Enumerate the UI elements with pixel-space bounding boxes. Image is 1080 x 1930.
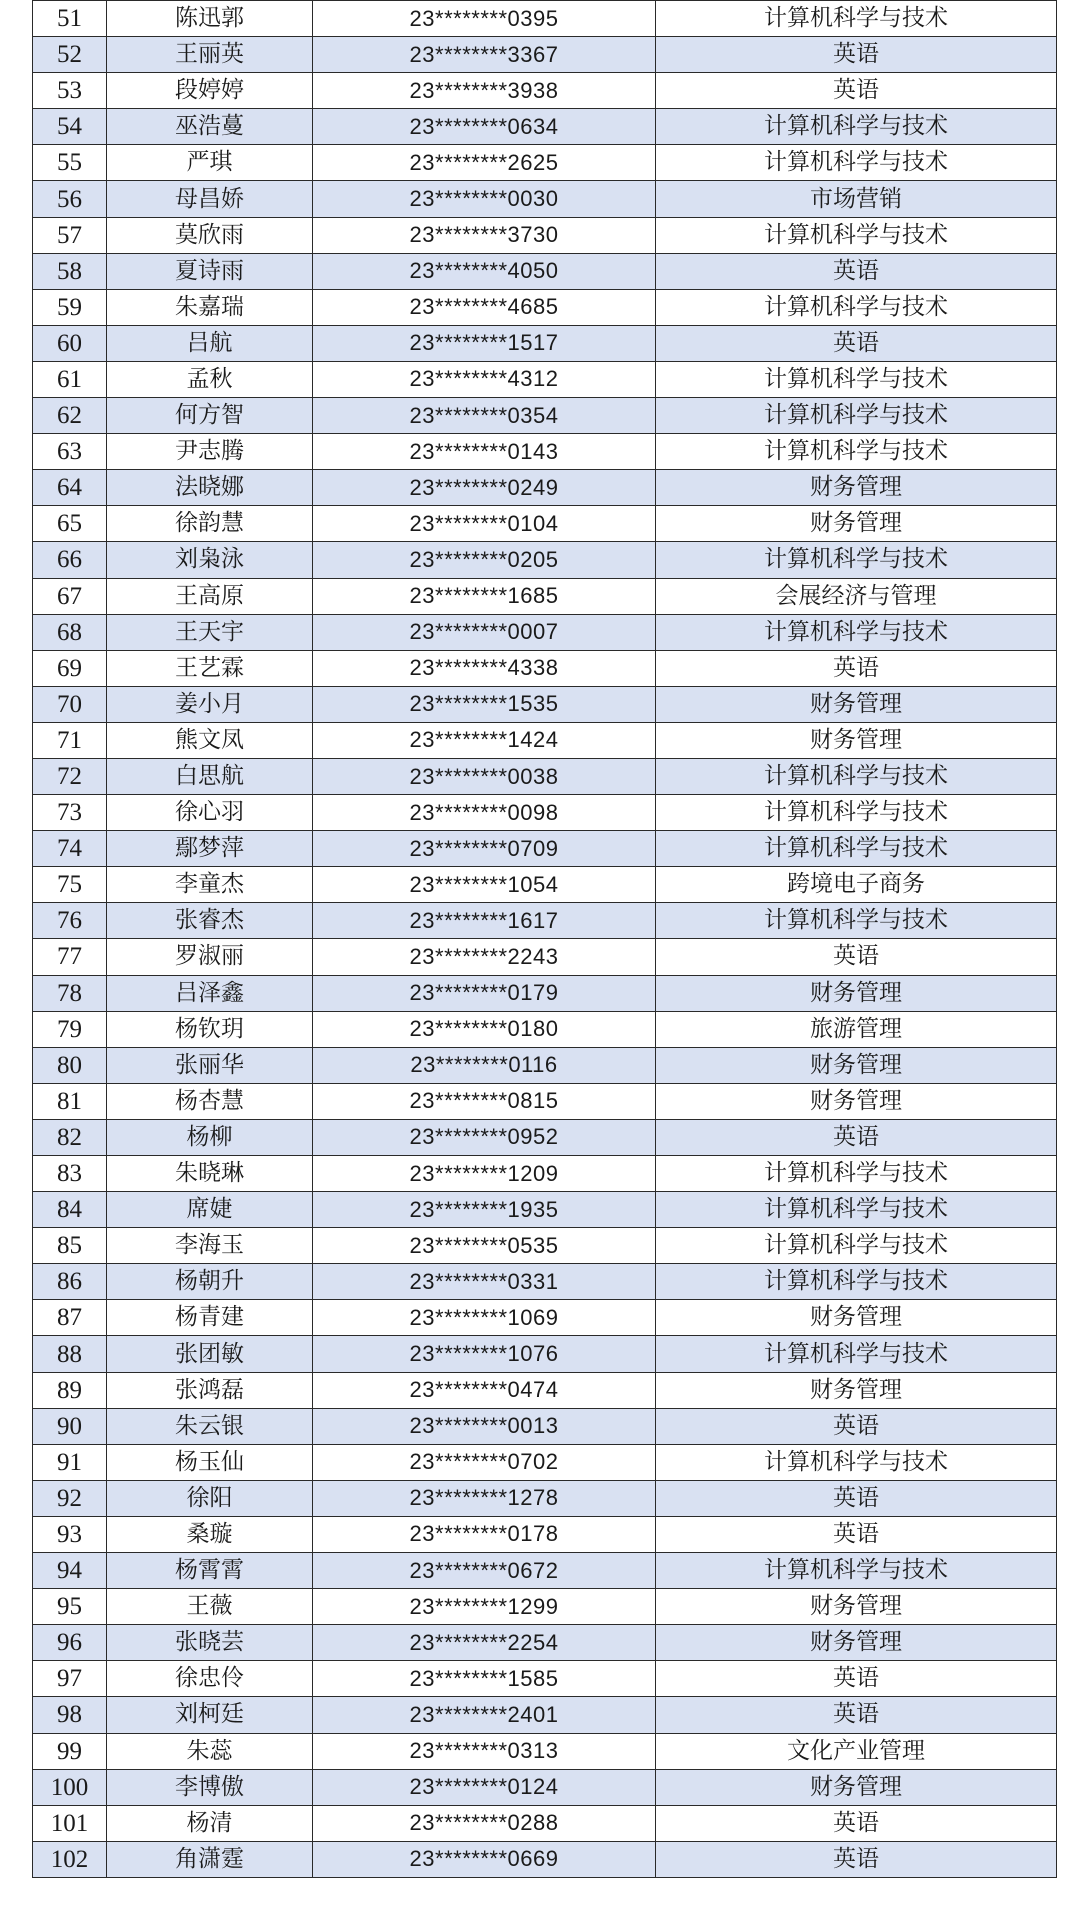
row-number-cell: 63 — [33, 434, 107, 470]
row-number-cell: 101 — [33, 1805, 107, 1841]
row-number-cell: 87 — [33, 1300, 107, 1336]
major-cell: 英语 — [656, 1805, 1057, 1841]
major-cell: 英语 — [656, 253, 1057, 289]
major-cell: 计算机科学与技术 — [656, 1444, 1057, 1480]
major-cell: 计算机科学与技术 — [656, 109, 1057, 145]
student-id-cell: 23********1278 — [313, 1480, 656, 1516]
major-cell: 财务管理 — [656, 506, 1057, 542]
student-id-cell: 23********2243 — [313, 939, 656, 975]
row-number-cell: 73 — [33, 795, 107, 831]
student-name-cell: 熊文凤 — [107, 722, 313, 758]
row-number-cell: 94 — [33, 1553, 107, 1589]
student-name-cell: 角潇霆 — [107, 1841, 313, 1877]
student-id-cell: 23********0672 — [313, 1553, 656, 1589]
student-name-cell: 杨清 — [107, 1805, 313, 1841]
row-number-cell: 99 — [33, 1733, 107, 1769]
student-name-cell: 严琪 — [107, 145, 313, 181]
student-name-cell: 桑璇 — [107, 1516, 313, 1552]
student-id-cell: 23********1424 — [313, 722, 656, 758]
major-cell: 财务管理 — [656, 1589, 1057, 1625]
major-cell: 计算机科学与技术 — [656, 1, 1057, 37]
table-row — [33, 758, 1057, 794]
table-row — [33, 361, 1057, 397]
major-cell: 计算机科学与技术 — [656, 758, 1057, 794]
row-number-cell: 51 — [33, 1, 107, 37]
student-name-cell: 尹志腾 — [107, 434, 313, 470]
major-cell: 英语 — [656, 939, 1057, 975]
row-number-cell: 65 — [33, 506, 107, 542]
student-id-cell: 23********1935 — [313, 1192, 656, 1228]
student-name-cell: 徐心羽 — [107, 795, 313, 831]
major-cell: 英语 — [656, 650, 1057, 686]
row-number-cell: 54 — [33, 109, 107, 145]
row-number-cell: 86 — [33, 1264, 107, 1300]
table-row — [33, 1336, 1057, 1372]
row-number-cell: 78 — [33, 975, 107, 1011]
table-row — [33, 470, 1057, 506]
row-number-cell: 81 — [33, 1083, 107, 1119]
student-name-cell: 何方智 — [107, 398, 313, 434]
student-id-cell: 23********0180 — [313, 1011, 656, 1047]
table-row — [33, 831, 1057, 867]
row-number-cell: 77 — [33, 939, 107, 975]
major-cell: 财务管理 — [656, 1769, 1057, 1805]
row-number-cell: 97 — [33, 1661, 107, 1697]
table-row — [33, 325, 1057, 361]
major-cell: 跨境电子商务 — [656, 867, 1057, 903]
row-number-cell: 92 — [33, 1480, 107, 1516]
student-name-cell: 杨柳 — [107, 1119, 313, 1155]
major-cell: 英语 — [656, 1516, 1057, 1552]
student-name-cell: 王薇 — [107, 1589, 313, 1625]
table-row — [33, 1733, 1057, 1769]
table-row — [33, 1444, 1057, 1480]
student-id-cell: 23********4685 — [313, 289, 656, 325]
table-row — [33, 975, 1057, 1011]
student-name-cell: 王高原 — [107, 578, 313, 614]
major-cell: 计算机科学与技术 — [656, 1192, 1057, 1228]
student-name-cell: 席婕 — [107, 1192, 313, 1228]
student-id-cell: 23********0634 — [313, 109, 656, 145]
student-id-cell: 23********0007 — [313, 614, 656, 650]
major-cell: 财务管理 — [656, 1625, 1057, 1661]
table-row — [33, 1697, 1057, 1733]
table-row — [33, 1408, 1057, 1444]
major-cell: 计算机科学与技术 — [656, 1228, 1057, 1264]
student-name-cell: 朱云银 — [107, 1408, 313, 1444]
student-name-cell: 杨钦玥 — [107, 1011, 313, 1047]
row-number-cell: 79 — [33, 1011, 107, 1047]
table-row — [33, 1047, 1057, 1083]
table-row — [33, 1083, 1057, 1119]
major-cell: 计算机科学与技术 — [656, 614, 1057, 650]
student-id-cell: 23********0116 — [313, 1047, 656, 1083]
table-row — [33, 1192, 1057, 1228]
major-cell: 英语 — [656, 73, 1057, 109]
row-number-cell: 88 — [33, 1336, 107, 1372]
row-number-cell: 74 — [33, 831, 107, 867]
student-id-cell: 23********0702 — [313, 1444, 656, 1480]
major-cell: 计算机科学与技术 — [656, 542, 1057, 578]
major-cell: 计算机科学与技术 — [656, 795, 1057, 831]
table-row — [33, 37, 1057, 73]
student-name-cell: 张团敏 — [107, 1336, 313, 1372]
student-id-cell: 23********0288 — [313, 1805, 656, 1841]
table-row — [33, 289, 1057, 325]
roster-table-body — [33, 1, 1057, 1878]
student-id-cell: 23********1585 — [313, 1661, 656, 1697]
student-name-cell: 李童杰 — [107, 867, 313, 903]
student-id-cell: 23********0354 — [313, 398, 656, 434]
table-row — [33, 1661, 1057, 1697]
row-number-cell: 64 — [33, 470, 107, 506]
student-id-cell: 23********1076 — [313, 1336, 656, 1372]
student-id-cell: 23********1617 — [313, 903, 656, 939]
student-name-cell: 朱嘉瑞 — [107, 289, 313, 325]
student-id-cell: 23********1299 — [313, 1589, 656, 1625]
row-number-cell: 68 — [33, 614, 107, 650]
row-number-cell: 71 — [33, 722, 107, 758]
major-cell: 市场营销 — [656, 181, 1057, 217]
major-cell: 英语 — [656, 1841, 1057, 1877]
student-name-cell: 张鸿磊 — [107, 1372, 313, 1408]
row-number-cell: 95 — [33, 1589, 107, 1625]
major-cell: 会展经济与管理 — [656, 578, 1057, 614]
major-cell: 英语 — [656, 1480, 1057, 1516]
student-name-cell: 徐韵慧 — [107, 506, 313, 542]
major-cell: 计算机科学与技术 — [656, 217, 1057, 253]
student-name-cell: 王艺霖 — [107, 650, 313, 686]
student-name-cell: 姜小月 — [107, 686, 313, 722]
student-name-cell: 李海玉 — [107, 1228, 313, 1264]
student-name-cell: 白思航 — [107, 758, 313, 794]
student-name-cell: 莫欣雨 — [107, 217, 313, 253]
student-id-cell: 23********1069 — [313, 1300, 656, 1336]
major-cell: 计算机科学与技术 — [656, 1264, 1057, 1300]
row-number-cell: 93 — [33, 1516, 107, 1552]
table-row — [33, 903, 1057, 939]
major-cell: 旅游管理 — [656, 1011, 1057, 1047]
row-number-cell: 102 — [33, 1841, 107, 1877]
row-number-cell: 58 — [33, 253, 107, 289]
table-row — [33, 1156, 1057, 1192]
student-name-cell: 张丽华 — [107, 1047, 313, 1083]
table-row — [33, 722, 1057, 758]
student-roster-table — [32, 0, 1057, 1878]
table-row — [33, 145, 1057, 181]
major-cell: 计算机科学与技术 — [656, 1336, 1057, 1372]
table-row — [33, 1841, 1057, 1877]
row-number-cell: 91 — [33, 1444, 107, 1480]
major-cell: 计算机科学与技术 — [656, 398, 1057, 434]
student-name-cell: 陈迅郭 — [107, 1, 313, 37]
student-id-cell: 23********0104 — [313, 506, 656, 542]
table-row — [33, 1516, 1057, 1552]
table-row — [33, 109, 1057, 145]
major-cell: 英语 — [656, 37, 1057, 73]
major-cell: 财务管理 — [656, 975, 1057, 1011]
major-cell: 英语 — [656, 1119, 1057, 1155]
student-name-cell: 杨玉仙 — [107, 1444, 313, 1480]
major-cell: 英语 — [656, 1697, 1057, 1733]
major-cell: 财务管理 — [656, 1300, 1057, 1336]
major-cell: 财务管理 — [656, 686, 1057, 722]
row-number-cell: 72 — [33, 758, 107, 794]
student-id-cell: 23********2625 — [313, 145, 656, 181]
table-row — [33, 1300, 1057, 1336]
row-number-cell: 89 — [33, 1372, 107, 1408]
roster-sheet — [32, 0, 1056, 1878]
row-number-cell: 82 — [33, 1119, 107, 1155]
major-cell: 英语 — [656, 1661, 1057, 1697]
row-number-cell: 61 — [33, 361, 107, 397]
row-number-cell: 100 — [33, 1769, 107, 1805]
student-name-cell: 杨霄霄 — [107, 1553, 313, 1589]
student-name-cell: 鄢梦萍 — [107, 831, 313, 867]
student-name-cell: 徐忠伶 — [107, 1661, 313, 1697]
table-row — [33, 73, 1057, 109]
major-cell: 计算机科学与技术 — [656, 903, 1057, 939]
student-id-cell: 23********0249 — [313, 470, 656, 506]
major-cell: 计算机科学与技术 — [656, 434, 1057, 470]
row-number-cell: 80 — [33, 1047, 107, 1083]
major-cell: 计算机科学与技术 — [656, 361, 1057, 397]
table-row — [33, 1, 1057, 37]
major-cell: 英语 — [656, 1408, 1057, 1444]
major-cell: 计算机科学与技术 — [656, 831, 1057, 867]
student-id-cell: 23********4050 — [313, 253, 656, 289]
student-name-cell: 李博傲 — [107, 1769, 313, 1805]
student-id-cell: 23********3367 — [313, 37, 656, 73]
row-number-cell: 83 — [33, 1156, 107, 1192]
student-id-cell: 23********0815 — [313, 1083, 656, 1119]
table-row — [33, 939, 1057, 975]
student-name-cell: 朱晓琳 — [107, 1156, 313, 1192]
student-id-cell: 23********4312 — [313, 361, 656, 397]
major-cell: 文化产业管理 — [656, 1733, 1057, 1769]
row-number-cell: 66 — [33, 542, 107, 578]
row-number-cell: 75 — [33, 867, 107, 903]
student-id-cell: 23********0709 — [313, 831, 656, 867]
row-number-cell: 98 — [33, 1697, 107, 1733]
table-row — [33, 1480, 1057, 1516]
row-number-cell: 57 — [33, 217, 107, 253]
major-cell: 财务管理 — [656, 1083, 1057, 1119]
row-number-cell: 52 — [33, 37, 107, 73]
table-row — [33, 1119, 1057, 1155]
table-row — [33, 795, 1057, 831]
table-row — [33, 1228, 1057, 1264]
table-row — [33, 1264, 1057, 1300]
major-cell: 计算机科学与技术 — [656, 145, 1057, 181]
table-row — [33, 1805, 1057, 1841]
student-id-cell: 23********0535 — [313, 1228, 656, 1264]
student-id-cell: 23********0124 — [313, 1769, 656, 1805]
row-number-cell: 59 — [33, 289, 107, 325]
row-number-cell: 90 — [33, 1408, 107, 1444]
table-row — [33, 1589, 1057, 1625]
major-cell: 计算机科学与技术 — [656, 289, 1057, 325]
major-cell: 计算机科学与技术 — [656, 1156, 1057, 1192]
student-name-cell: 杨青建 — [107, 1300, 313, 1336]
student-name-cell: 刘枭泳 — [107, 542, 313, 578]
table-row — [33, 181, 1057, 217]
student-id-cell: 23********0038 — [313, 758, 656, 794]
student-name-cell: 孟秋 — [107, 361, 313, 397]
major-cell: 财务管理 — [656, 1047, 1057, 1083]
table-row — [33, 650, 1057, 686]
student-name-cell: 法晓娜 — [107, 470, 313, 506]
table-row — [33, 542, 1057, 578]
row-number-cell: 76 — [33, 903, 107, 939]
table-row — [33, 614, 1057, 650]
row-number-cell: 70 — [33, 686, 107, 722]
student-id-cell: 23********2254 — [313, 1625, 656, 1661]
student-id-cell: 23********0030 — [313, 181, 656, 217]
student-name-cell: 刘柯廷 — [107, 1697, 313, 1733]
row-number-cell: 62 — [33, 398, 107, 434]
table-row — [33, 686, 1057, 722]
major-cell: 计算机科学与技术 — [656, 1553, 1057, 1589]
row-number-cell: 67 — [33, 578, 107, 614]
student-id-cell: 23********1535 — [313, 686, 656, 722]
table-row — [33, 398, 1057, 434]
row-number-cell: 96 — [33, 1625, 107, 1661]
student-id-cell: 23********3730 — [313, 217, 656, 253]
table-row — [33, 506, 1057, 542]
major-cell: 英语 — [656, 325, 1057, 361]
student-name-cell: 王天宇 — [107, 614, 313, 650]
major-cell: 财务管理 — [656, 722, 1057, 758]
student-name-cell: 张睿杰 — [107, 903, 313, 939]
student-id-cell: 23********0313 — [313, 1733, 656, 1769]
student-name-cell: 巫浩蔓 — [107, 109, 313, 145]
student-id-cell: 23********0331 — [313, 1264, 656, 1300]
student-id-cell: 23********0098 — [313, 795, 656, 831]
table-row — [33, 1553, 1057, 1589]
row-number-cell: 69 — [33, 650, 107, 686]
row-number-cell: 85 — [33, 1228, 107, 1264]
student-name-cell: 夏诗雨 — [107, 253, 313, 289]
student-name-cell: 罗淑丽 — [107, 939, 313, 975]
student-name-cell: 王丽英 — [107, 37, 313, 73]
table-row — [33, 434, 1057, 470]
student-id-cell: 23********2401 — [313, 1697, 656, 1733]
student-id-cell: 23********1685 — [313, 578, 656, 614]
student-id-cell: 23********0179 — [313, 975, 656, 1011]
student-id-cell: 23********0474 — [313, 1372, 656, 1408]
row-number-cell: 84 — [33, 1192, 107, 1228]
table-row — [33, 1769, 1057, 1805]
student-name-cell: 吕泽鑫 — [107, 975, 313, 1011]
row-number-cell: 53 — [33, 73, 107, 109]
row-number-cell: 55 — [33, 145, 107, 181]
major-cell: 财务管理 — [656, 1372, 1057, 1408]
student-name-cell: 杨朝升 — [107, 1264, 313, 1300]
table-row — [33, 1372, 1057, 1408]
student-name-cell: 张晓芸 — [107, 1625, 313, 1661]
row-number-cell: 60 — [33, 325, 107, 361]
table-row — [33, 578, 1057, 614]
student-name-cell: 朱蕊 — [107, 1733, 313, 1769]
table-row — [33, 217, 1057, 253]
student-id-cell: 23********0178 — [313, 1516, 656, 1552]
student-name-cell: 徐阳 — [107, 1480, 313, 1516]
student-id-cell: 23********0143 — [313, 434, 656, 470]
major-cell: 财务管理 — [656, 470, 1057, 506]
student-id-cell: 23********1054 — [313, 867, 656, 903]
student-name-cell: 母昌娇 — [107, 181, 313, 217]
student-id-cell: 23********0952 — [313, 1119, 656, 1155]
student-id-cell: 23********0205 — [313, 542, 656, 578]
student-id-cell: 23********0395 — [313, 1, 656, 37]
table-row — [33, 253, 1057, 289]
student-name-cell: 段婷婷 — [107, 73, 313, 109]
table-row — [33, 1625, 1057, 1661]
student-name-cell: 吕航 — [107, 325, 313, 361]
table-row — [33, 867, 1057, 903]
student-id-cell: 23********3938 — [313, 73, 656, 109]
student-id-cell: 23********1209 — [313, 1156, 656, 1192]
student-name-cell: 杨杏慧 — [107, 1083, 313, 1119]
student-id-cell: 23********4338 — [313, 650, 656, 686]
row-number-cell: 56 — [33, 181, 107, 217]
student-id-cell: 23********0669 — [313, 1841, 656, 1877]
student-id-cell: 23********0013 — [313, 1408, 656, 1444]
table-row — [33, 1011, 1057, 1047]
student-id-cell: 23********1517 — [313, 325, 656, 361]
